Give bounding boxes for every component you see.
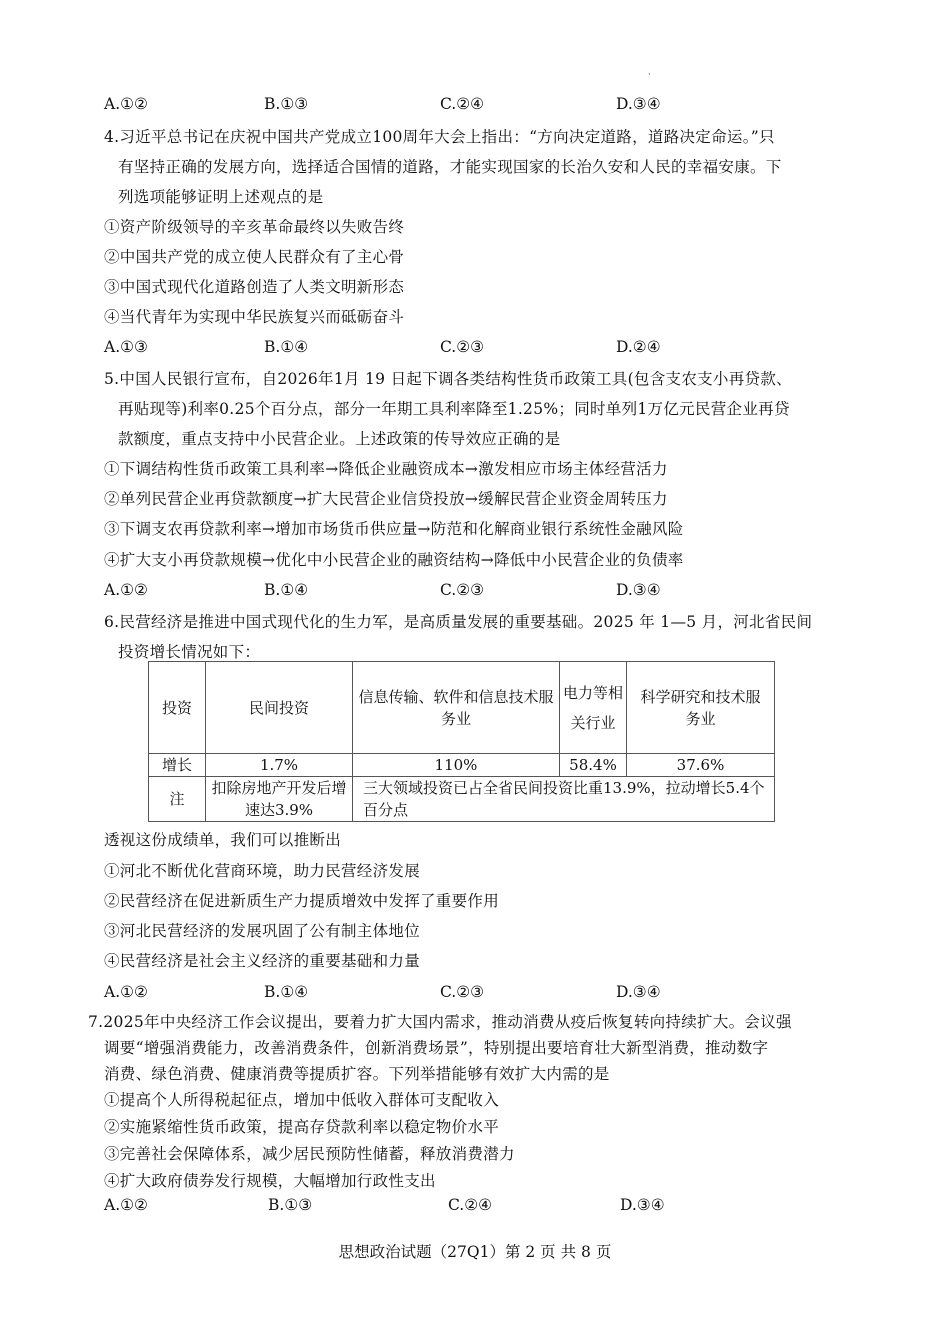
q6-stem-line-1: 6.民营经济是推进中国式现代化的生力军，是高质量发展的重要基础。2025 年 1—5 月，河北省民间: [104, 613, 813, 631]
q7-item-1: ①提高个人所得税起征点，增加中低收入群体可支配收入: [104, 1091, 500, 1109]
q3-option-a[interactable]: A.①②: [104, 95, 148, 113]
q4-option-a[interactable]: A.①③: [104, 338, 148, 356]
q3-option-b[interactable]: B.①③: [264, 95, 309, 113]
q4-stem-line-1: 4.习近平总书记在庆祝中国共产党成立100周年大会上指出：“方向决定道路，道路决定命运。”只: [104, 128, 775, 146]
q3-option-d[interactable]: D.③④: [616, 95, 661, 113]
q7-item-3: ③完善社会保障体系，减少居民预防性储蓄，释放消费潜力: [104, 1145, 515, 1163]
q6-item-1: ①河北不断优化营商环境，助力民营经济发展: [104, 862, 421, 880]
q5-item-2: ②单列民营企业再贷款额度→扩大民营企业信贷投放→缓解民营企业资金周转压力: [104, 490, 668, 508]
table-cell: 1.7%: [206, 754, 353, 777]
q5-option-c[interactable]: C.②③: [440, 581, 485, 599]
page-footer: 思想政治试题（27Q1）第 2 页 共 8 页: [338, 1243, 612, 1261]
scan-dot: ·: [648, 70, 651, 79]
q5-option-d[interactable]: D.③④: [616, 581, 661, 599]
table-cell: 110%: [353, 754, 560, 777]
table-header-cell: 信息传输、软件和信息技术服务业: [353, 662, 560, 754]
q6-stem-line-2: 投资增长情况如下：: [118, 643, 261, 661]
q7-option-b[interactable]: B.①③: [268, 1196, 313, 1214]
q7-stem-line-1: 7.2025年中央经济工作会议提出，要着力扩大国内需求，推动消费从疫后恢复转向持续扩大。会议强: [88, 1013, 792, 1031]
q7-option-c[interactable]: C.②④: [448, 1196, 493, 1214]
q4-item-2: ②中国共产党的成立使人民群众有了主心骨: [104, 248, 405, 266]
q7-option-d[interactable]: D.③④: [620, 1196, 665, 1214]
table-growth-row: [149, 754, 775, 777]
q5-option-b[interactable]: B.①④: [264, 581, 309, 599]
q6-option-d[interactable]: D.③④: [616, 983, 661, 1001]
table-cell: 三大领域投资已占全省民间投资比重13.9%，拉动增长5.4个百分点: [353, 777, 775, 822]
q4-item-1: ①资产阶级领导的辛亥革命最终以失败告终: [104, 218, 405, 236]
q7-stem-line-3: 消费、绿色消费、健康消费等提质扩容。下列举措能够有效扩大内需的是: [104, 1065, 610, 1083]
table-cell: 增长: [149, 754, 206, 777]
investment-table: [148, 661, 775, 822]
table-header-cell: 民间投资: [206, 662, 353, 754]
q6-option-b[interactable]: B.①④: [264, 983, 309, 1001]
q4-option-c[interactable]: C.②③: [440, 338, 485, 356]
q6-item-2: ②民营经济在促进新质生产力提质增效中发挥了重要作用: [104, 892, 500, 910]
q6-item-3: ③河北民营经济的发展巩固了公有制主体地位: [104, 922, 421, 940]
table-cell: 58.4%: [560, 754, 627, 777]
q7-item-4: ④扩大政府债券发行规模，大幅增加行政性支出: [104, 1172, 436, 1190]
q5-stem-line-1: 5.中国人民银行宣布，自2026年1月 19 日起下调各类结构性货币政策工具(包含支农支小再贷款、: [104, 370, 792, 388]
q5-option-a[interactable]: A.①②: [104, 581, 148, 599]
table-cell: 注: [149, 777, 206, 822]
q4-stem-line-2: 有坚持正确的发展方向，选择适合国情的道路，才能实现国家的长治久安和人民的幸福安康。下: [118, 158, 782, 176]
table-cell: 37.6%: [627, 754, 775, 777]
table-header-cell: 科学研究和技术服务业: [627, 662, 775, 754]
q5-stem-line-3: 款额度，重点支持中小民营企业。上述政策的传导效应正确的是: [118, 430, 561, 448]
q5-item-4: ④扩大支小再贷款规模→优化中小民营企业的融资结构→降低中小民营企业的负债率: [104, 551, 684, 569]
q5-item-1: ①下调结构性货币政策工具利率→降低企业融资成本→激发相应市场主体经营活力: [104, 460, 668, 478]
table-cell: 扣除房地产开发后增速达3.9%: [206, 777, 353, 822]
table-header-row: [149, 662, 775, 754]
q3-option-c[interactable]: C.②④: [440, 95, 485, 113]
q4-stem-line-3: 列选项能够证明上述观点的是: [118, 188, 324, 206]
table-header-cell: 投资: [149, 662, 206, 754]
q6-item-4: ④民营经济是社会主义经济的重要基础和力量: [104, 952, 421, 970]
q4-option-d[interactable]: D.②④: [616, 338, 661, 356]
q7-stem-line-2: 调要“增强消费能力，改善消费条件，创新消费场景”，特别提出要培育壮大新型消费，推动数字: [104, 1039, 769, 1057]
q5-stem-line-2: 再贴现等)利率0.25个百分点，部分一年期工具利率降至1.25%；同时单列1万亿元民营企业再贷: [118, 400, 790, 418]
q6-option-c[interactable]: C.②③: [440, 983, 485, 1001]
table-header-cell: 电力等相关行业: [560, 662, 627, 754]
q7-item-2: ②实施紧缩性货币政策，提高存贷款利率以稳定物价水平: [104, 1118, 500, 1136]
q5-item-3: ③下调支农再贷款利率→增加市场货币供应量→防范和化解商业银行系统性金融风险: [104, 520, 684, 538]
table-note-row: [149, 777, 775, 822]
q4-option-b[interactable]: B.①④: [264, 338, 309, 356]
q6-option-a[interactable]: A.①②: [104, 983, 148, 1001]
q7-option-a[interactable]: A.①②: [104, 1196, 148, 1214]
q4-item-4: ④当代青年为实现中华民族复兴而砥砺奋斗: [104, 308, 405, 326]
q6-lead: 透视这份成绩单，我们可以推断出: [104, 831, 342, 849]
q4-item-3: ③中国式现代化道路创造了人类文明新形态: [104, 278, 405, 296]
